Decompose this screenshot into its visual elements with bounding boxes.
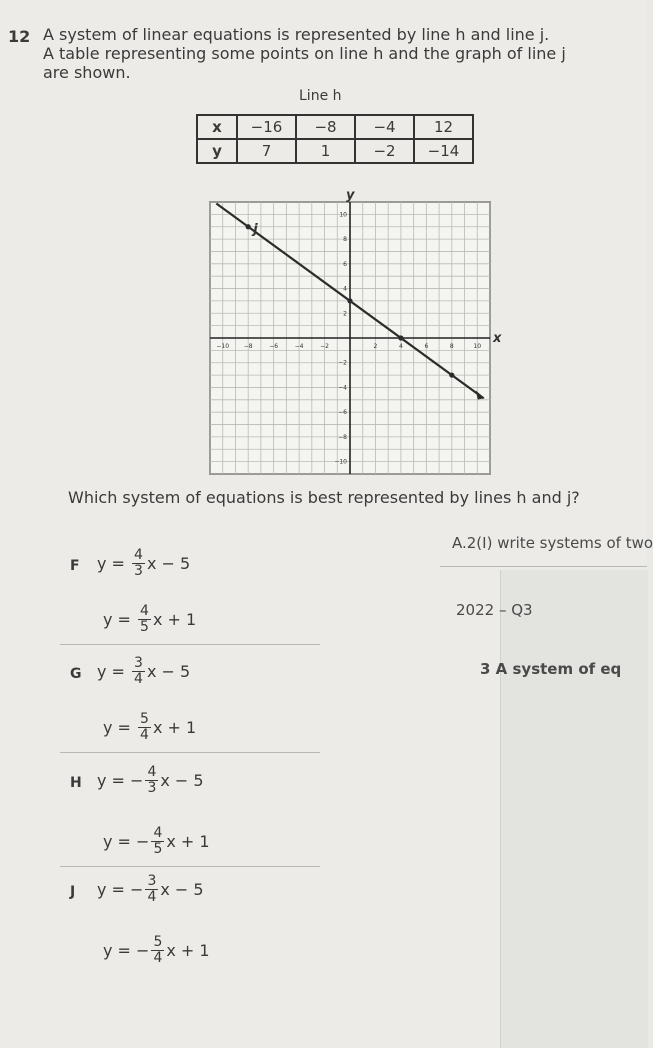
x-tick-label: −4 <box>294 343 304 350</box>
equation-rest: x + 1 <box>152 610 197 629</box>
choice-f-equation-1 <box>97 548 190 579</box>
x-tick-label: 4 <box>398 343 403 350</box>
choice-letter-g[interactable]: G <box>70 666 82 682</box>
choice-divider <box>60 644 320 645</box>
denominator: 4 <box>134 671 143 687</box>
y-tick-label: −4 <box>338 384 347 392</box>
table-cell: 7 <box>237 139 296 163</box>
choice-g-equation-1 <box>97 656 190 687</box>
x-tick-label: 8 <box>449 343 454 350</box>
table-cell: −16 <box>237 115 296 139</box>
y-tick-label: 4 <box>343 285 347 293</box>
sign: − <box>136 941 150 960</box>
y-tick-label: −10 <box>334 458 347 466</box>
choice-h-equation-1 <box>97 765 204 796</box>
numerator: 4 <box>147 764 157 780</box>
numerator: 5 <box>153 934 163 950</box>
line-j-point <box>398 335 403 340</box>
equation-rest: x + 1 <box>152 718 197 737</box>
line-h-table <box>196 114 474 164</box>
numerator: 3 <box>147 873 157 889</box>
y-equals: y = <box>103 610 137 629</box>
choice-j-equation-2 <box>103 935 210 966</box>
equation-rest: x + 1 <box>166 941 210 960</box>
table-cell: 12 <box>414 115 473 139</box>
choice-f-equation-2 <box>103 604 196 635</box>
numerator: 4 <box>153 825 163 841</box>
x-tick-label: −6 <box>269 343 279 350</box>
slope-fraction <box>145 765 158 796</box>
question-number: 12 <box>8 27 31 46</box>
y-tick-label: 10 <box>339 211 347 219</box>
equation-rest: x − 5 <box>160 880 204 899</box>
table-cell: −2 <box>355 139 414 163</box>
choice-letter-f[interactable]: F <box>70 558 80 574</box>
y-equals: y = <box>103 941 137 960</box>
standard-note: A.2(I) write systems of two <box>452 534 653 552</box>
x-tick-label: −2 <box>320 343 329 350</box>
table-cell: −14 <box>414 139 473 163</box>
sign: − <box>136 832 150 851</box>
question-prompt: Which system of equations is best represented by lines h and j? <box>68 488 580 507</box>
x-tick-label: −10 <box>216 343 230 350</box>
table-title: Line h <box>299 88 342 104</box>
y-equals: y = <box>103 832 137 851</box>
equation-rest: x − 5 <box>160 771 204 790</box>
y-axis-label: y <box>346 188 355 203</box>
slope-fraction <box>132 548 145 579</box>
slope-fraction <box>132 656 145 687</box>
y-equals: y = <box>103 718 137 737</box>
line-j-point <box>246 224 251 229</box>
numerator: 4 <box>134 547 143 563</box>
slope-fraction <box>151 935 164 966</box>
line-j-graph <box>190 188 500 478</box>
line-j-point <box>347 298 352 303</box>
equation-rest: x − 5 <box>146 554 191 573</box>
equation-rest: x − 5 <box>146 662 191 681</box>
slope-fraction <box>138 604 151 635</box>
choice-divider <box>60 866 320 867</box>
choice-g-equation-2 <box>103 712 196 743</box>
x-axis-label: x <box>493 331 502 346</box>
numerator: 5 <box>140 711 149 727</box>
choice-divider <box>60 752 320 753</box>
x-tick-label: 10 <box>473 343 482 350</box>
slope-fraction <box>151 826 164 857</box>
y-tick-label: −8 <box>338 433 347 441</box>
y-header: y <box>197 139 237 163</box>
next-page-edge <box>500 570 648 1048</box>
denominator: 4 <box>147 889 157 905</box>
choice-h-equation-2 <box>103 826 210 857</box>
denominator: 4 <box>153 950 163 966</box>
question-stem-line-3: are shown. <box>43 63 131 82</box>
numerator: 3 <box>134 655 143 671</box>
x-tick-label: 6 <box>424 343 429 350</box>
numerator: 4 <box>140 603 149 619</box>
equation-rest: x + 1 <box>166 832 210 851</box>
x-header: x <box>197 115 237 139</box>
y-tick-label: 6 <box>343 260 347 268</box>
y-equals: y = <box>97 771 131 790</box>
y-tick-label: 2 <box>343 310 347 318</box>
divider <box>440 566 647 567</box>
y-equals: y = <box>97 554 131 573</box>
question-stem-line-2: A table representing some points on line h and the graph of line j <box>43 44 566 63</box>
choice-letter-h[interactable]: H <box>70 775 82 791</box>
sign: − <box>130 771 144 790</box>
sign: − <box>130 880 144 899</box>
denominator: 5 <box>153 841 163 857</box>
x-tick-label: −8 <box>243 343 253 350</box>
y-tick-label: 8 <box>343 236 347 244</box>
choice-letter-j[interactable]: J <box>70 884 76 900</box>
table-cell: −4 <box>355 115 414 139</box>
y-tick-label: −6 <box>338 409 347 417</box>
year-note: 2022 – Q3 <box>456 601 533 619</box>
slope-fraction <box>138 712 151 743</box>
denominator: 4 <box>140 727 149 743</box>
question-stem-line-1: A system of linear equations is represented by line h and line j. <box>43 25 550 44</box>
y-equals: y = <box>97 880 131 899</box>
table-cell: −8 <box>296 115 355 139</box>
line-j-point <box>449 372 454 377</box>
x-tick-label: 2 <box>373 343 378 350</box>
table-cell: 1 <box>296 139 355 163</box>
table-row <box>197 139 473 163</box>
y-tick-label: −2 <box>338 359 347 367</box>
denominator: 5 <box>140 619 149 635</box>
y-equals: y = <box>97 662 131 681</box>
line-j-label: j <box>253 221 258 237</box>
slope-fraction <box>145 874 158 905</box>
denominator: 3 <box>134 563 143 579</box>
table-row <box>197 115 473 139</box>
next-question-preview: 3 A system of eq <box>480 660 622 678</box>
denominator: 3 <box>147 780 157 796</box>
choice-j-equation-1 <box>97 874 204 905</box>
